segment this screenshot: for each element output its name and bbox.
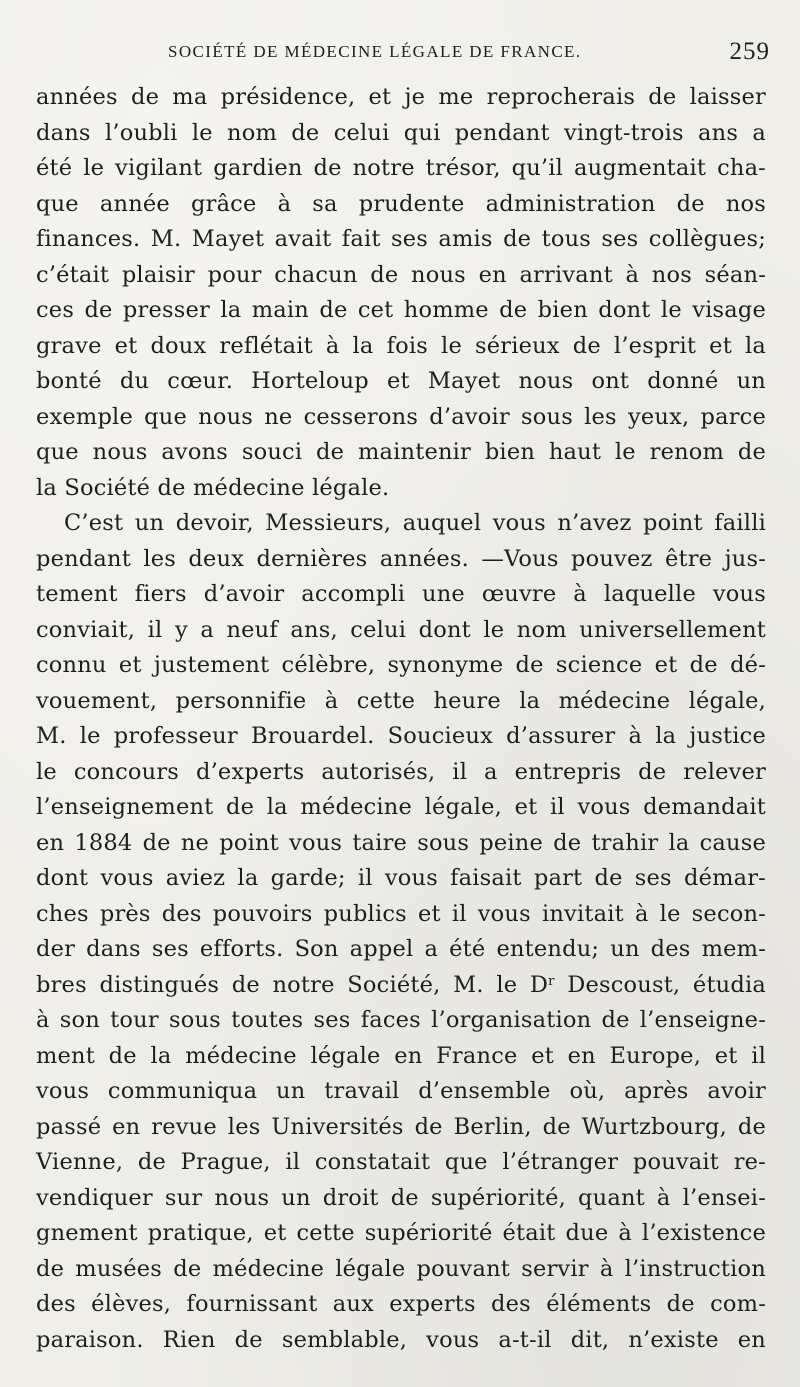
superscript: r: [548, 973, 555, 989]
text-line: l’enseignement de la médecine légale, et il vous demandait: [36, 794, 766, 820]
text-line: des élèves, fournissant aux experts des éléments de com-: [36, 1291, 766, 1317]
text-line: finances. M. Mayet avait fait ses amis de tous ses collègues;: [36, 226, 766, 252]
text-line: ces de presser la main de cet homme de bien dont le visage: [36, 297, 766, 323]
text-line: dans l’oubli le nom de celui qui pendant vingt-trois ans a: [36, 119, 766, 146]
text-line-with-superscript: [36, 968, 766, 1004]
text-line: vouement, personnifie à cette heure la médecine légale,: [36, 687, 766, 714]
text-line: été le vigilant gardien de notre trésor, qu’il augmentait cha-: [36, 155, 766, 181]
text-line: ches près des pouvoirs publics et il vous invitait à le secon-: [36, 900, 766, 927]
text-line: à son tour sous toutes ses faces l’organisation de l’enseigne-: [36, 1007, 766, 1033]
text-line: en 1884 de ne point vous taire sous peine de trahir la cause: [36, 829, 766, 856]
text-line: grave et doux reflétait à la fois le sérieux de l’esprit et la: [36, 332, 766, 359]
text-line: bonté du cœur. Horteloup et Mayet nous ont donné un: [36, 368, 766, 394]
text-line: que nous avons souci de maintenir bien haut le renom de: [36, 439, 766, 465]
page-number: 259: [729, 38, 770, 65]
text-line: connu et justement célèbre, synonyme de science et de dé-: [36, 652, 766, 678]
text-line: dont vous aviez la garde; il vous faisait part de ses démar-: [36, 865, 766, 891]
text-line: que année grâce à sa prudente administration de nos: [36, 190, 766, 217]
text-line: conviait, il y a neuf ans, celui dont le nom universellement: [36, 616, 766, 643]
text-line: de musées de médecine légale pouvant servir à l’instruction: [36, 1255, 766, 1282]
text-line: le concours d’experts autorisés, il a entrepris de relever: [36, 758, 766, 785]
text-line: vendiquer sur nous un droit de supériorité, quant à l’ensei-: [36, 1184, 766, 1211]
text-line: c’était plaisir pour chacun de nous en arrivant à nos séan-: [36, 261, 766, 288]
text-line: la Société de médecine légale.: [36, 474, 390, 501]
text-line: passé en revue les Universités de Berlin, de Wurtzbourg, de: [36, 1113, 766, 1140]
text-line: Vienne, de Prague, il constatait que l’étranger pouvait re-: [36, 1149, 766, 1175]
body-text: [36, 80, 766, 1358]
line-segment: bres distingués de notre Société, M. le D: [36, 971, 549, 998]
paragraph-first-line: C’est un devoir, Messieurs, auquel vous n’avez point failli: [64, 510, 766, 536]
text-line: vous communiqua un travail d’ensemble où, après avoir: [36, 1078, 766, 1104]
text-line: der dans ses efforts. Son appel a été entendu; un des mem-: [36, 936, 766, 962]
text-line: pendant les deux dernières années. —Vous pouvez être jus-: [36, 545, 766, 572]
running-head: SOCIÉTÉ DE MÉDECINE LÉGALE DE FRANCE.: [168, 42, 582, 61]
text-line: gnement pratique, et cette supériorité était due à l’existence: [36, 1220, 766, 1246]
text-line: exemple que nous ne cesserons d’avoir sous les yeux, parce: [36, 403, 766, 430]
text-line: tement fiers d’avoir accompli une œuvre à laquelle vous: [36, 581, 766, 607]
text-line: années de ma présidence, et je me reprocherais de laisser: [36, 84, 766, 110]
text-line: M. le professeur Brouardel. Soucieux d’assurer à la justice: [36, 723, 766, 749]
text-line: ment de la médecine légale en France et en Europe, et il: [36, 1042, 766, 1069]
page-header: [0, 38, 800, 78]
line-segment: Descoust, étudia: [554, 971, 766, 998]
text-line: paraison. Rien de semblable, vous a-t-il dit, n’existe en: [36, 1326, 766, 1353]
